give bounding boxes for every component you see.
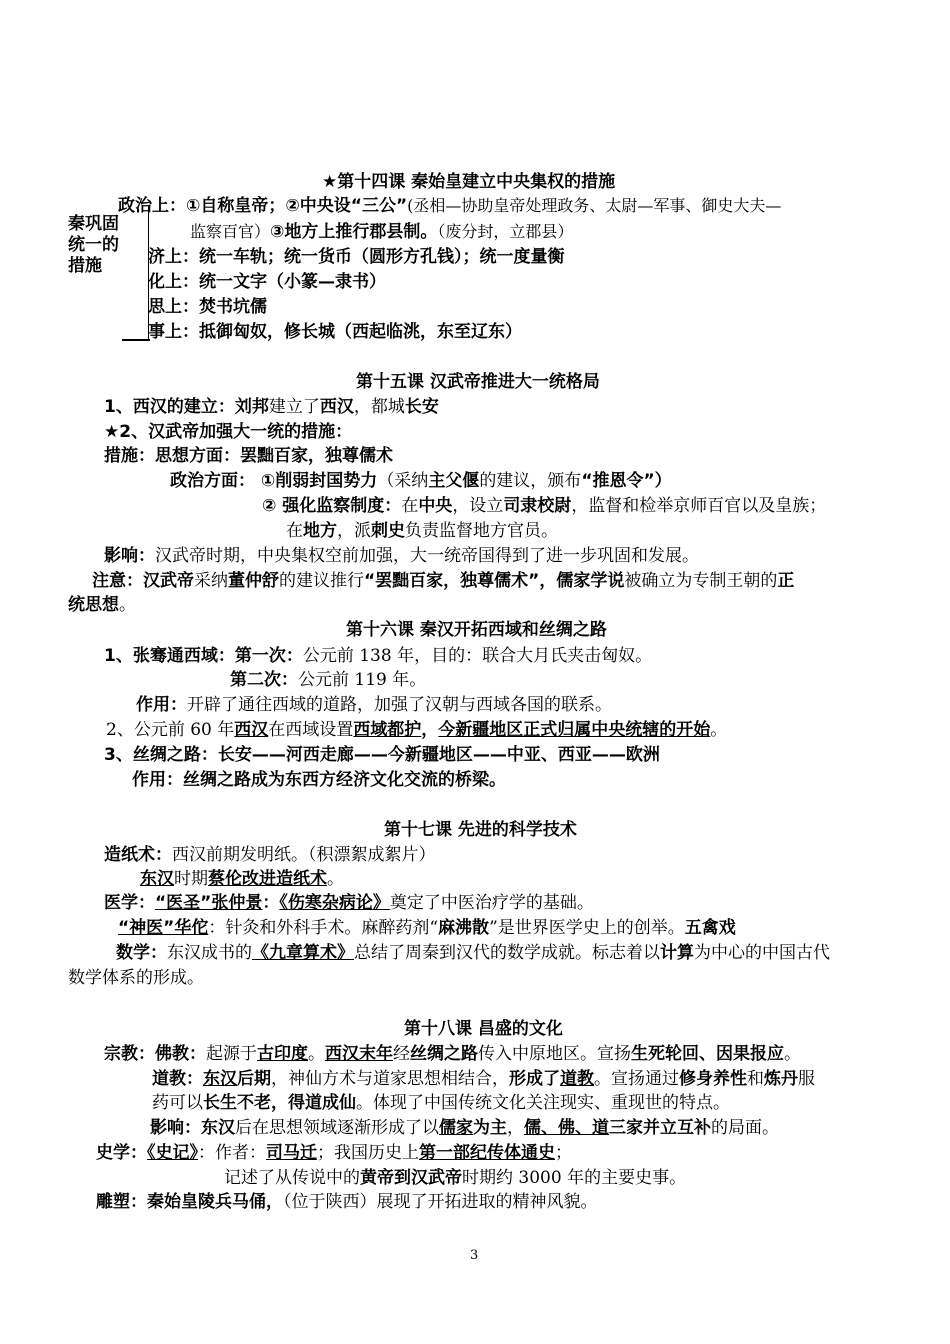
l15-4a: 政治方面： ①削弱封国势力 xyxy=(170,471,378,491)
l16-4g: 。 xyxy=(710,720,728,740)
l15-8g: 正 xyxy=(777,571,795,591)
l15-6a: 在 xyxy=(286,521,303,541)
l18-1j: 。 xyxy=(784,1044,801,1064)
lesson14-economy: 济上：统一车轨；统一货币（圆形方孔钱）；统一度量衡 xyxy=(148,247,565,267)
l15-4d: 的建议，颁布 xyxy=(479,471,582,491)
lesson16-line6: 作用：丝绸之路成为东西方经济文化交流的桥梁。 xyxy=(132,770,506,790)
l15-6b: 地方 xyxy=(303,521,337,541)
l17-5c: 《九章算术》 xyxy=(252,943,354,963)
l15-4b: （采纳 xyxy=(377,471,429,491)
lesson15-line4 xyxy=(170,469,672,493)
l15-5d: ，设立 xyxy=(452,496,504,516)
l18-2j: 炼丹 xyxy=(764,1069,798,1089)
l17-2d: 。 xyxy=(327,869,344,889)
l15-8c: 董仲舒 xyxy=(228,571,279,591)
l16-4c: 在西域设置 xyxy=(268,720,354,740)
l18-1b: 起源于 xyxy=(206,1044,257,1064)
l15-8d: 的建议推行 xyxy=(279,571,364,591)
bracket-tick xyxy=(122,339,150,341)
l18-5g: ； xyxy=(555,1143,572,1163)
l15-6d: 刺史 xyxy=(371,521,405,541)
l18-5e: ；我国历史上 xyxy=(317,1143,419,1163)
l18-2g: 。宣扬通过 xyxy=(594,1069,679,1089)
l18-2a: 道教： xyxy=(152,1069,203,1089)
l17-4e: 五禽戏 xyxy=(684,918,736,938)
l18-3b: 长生不老，得道成仙 xyxy=(203,1093,356,1113)
l18-2i: 和 xyxy=(747,1069,764,1089)
lesson14-side-label-3: 措施 xyxy=(68,256,102,276)
l17-3a: 医学： xyxy=(104,893,155,913)
l18-5d: 司马迁 xyxy=(266,1143,317,1163)
lesson15-line9 xyxy=(68,593,136,617)
l15-1e: ，都城 xyxy=(353,397,405,417)
lesson15-line2: ★2、汉武帝加强大一统的措施： xyxy=(104,422,353,442)
l18-6b: 黄帝到汉武帝 xyxy=(360,1168,462,1188)
l17-5f: 为中心的中国古代 xyxy=(694,943,830,963)
politics-line2b: ③地方上推行郡县制。 xyxy=(270,222,438,242)
lesson17-line5 xyxy=(116,941,830,965)
politics-label: 政治上： xyxy=(118,196,186,216)
lesson16-line5: 3、丝绸之路：长安——河西走廊——今新疆地区——中亚、西亚——欧洲 xyxy=(104,745,660,765)
lesson14-side-label-1: 秦巩固 xyxy=(68,214,119,234)
l17-5a: 数学： xyxy=(116,943,167,963)
l15-5b: 在 xyxy=(401,496,419,516)
lesson14-side-label-2: 统一的 xyxy=(68,235,119,255)
l18-2c: 后期 xyxy=(237,1069,271,1089)
l16-4e: ， xyxy=(421,720,439,740)
l17-3b: “医圣”张仲景 xyxy=(155,893,263,913)
lesson16-line1 xyxy=(104,644,652,668)
l15-7a: 影响： xyxy=(104,546,155,566)
lesson18-line3 xyxy=(152,1091,730,1115)
l17-5b: 东汉成书的 xyxy=(167,943,252,963)
l18-2d: ，神仙方术与道家思想相结合， xyxy=(271,1069,509,1089)
l18-3a: 药可以 xyxy=(152,1093,203,1113)
l15-1b: 刘邦 xyxy=(234,397,269,417)
l18-1a: 宗教：佛教： xyxy=(104,1044,206,1064)
lesson18-line5 xyxy=(96,1141,572,1165)
l18-7a: 雕塑：秦始皇陵兵马俑， xyxy=(96,1192,283,1212)
l18-4e: 为主 xyxy=(473,1118,507,1138)
page-number: 3 xyxy=(470,1248,479,1263)
lesson16-line2 xyxy=(230,668,426,692)
l18-4i: 并立互补 xyxy=(643,1118,711,1138)
l17-5d: 总结了周秦到汉代的数学成就。标志着以 xyxy=(354,943,660,963)
l17-2a: 东汉 xyxy=(140,869,174,889)
l18-4j: 的局面。 xyxy=(711,1118,779,1138)
lesson14-thought: 思上：焚书坑儒 xyxy=(148,297,267,317)
l18-5a: 史学： xyxy=(96,1143,147,1163)
l17-3e: 奠定了中医治疗学的基础。 xyxy=(389,893,594,913)
l16-4b: 西汉 xyxy=(234,720,269,740)
lesson17-line1 xyxy=(104,843,436,867)
l18-2k: 服 xyxy=(798,1069,815,1089)
lesson14-culture: 化上：统一文字（小篆—隶书） xyxy=(148,272,386,292)
lesson15-line8 xyxy=(92,569,794,593)
l15-5a: ② 强化监察制度： xyxy=(262,496,402,516)
l18-6a: 记述了从传说中的 xyxy=(224,1168,360,1188)
lesson18-line6 xyxy=(224,1166,686,1190)
lesson17-title: 第十七课 先进的科学技术 xyxy=(384,820,577,840)
lesson18-line7 xyxy=(96,1190,598,1214)
l16-1b: 公元前 138 年，目的：联合大月氏夹击匈奴。 xyxy=(302,646,653,666)
l17-4a: “神医”华佗 xyxy=(118,918,209,938)
l16-2a: 第二次： xyxy=(230,670,298,690)
lesson17-line3 xyxy=(104,891,594,915)
l18-1i: 生死轮回、因果报应 xyxy=(631,1044,784,1064)
lesson15-line3: 措施：思想方面：罢黜百家，独尊儒术 xyxy=(104,446,393,466)
lesson14-military: 事上：抵御匈奴，修长城（西起临洮，东至辽东） xyxy=(148,322,522,342)
politics-line2c: （废分封，立郡县） xyxy=(437,222,574,241)
l18-2f: 道教 xyxy=(560,1069,594,1089)
l17-1a: 造纸术： xyxy=(104,845,172,865)
l18-1h: 传入中原地区。宣扬 xyxy=(478,1044,631,1064)
l18-1f: 经 xyxy=(393,1044,410,1064)
l18-4g: 儒、佛、道 xyxy=(524,1118,609,1138)
l18-3c: 。体现了中国传统文化关注现实、重现世的特点。 xyxy=(356,1093,730,1113)
lesson14-title: ★第十四课 秦始皇建立中央集权的措施 xyxy=(322,172,616,192)
l15-5c: 中央 xyxy=(418,496,453,516)
lesson18-line1 xyxy=(104,1042,801,1066)
l16-4f: 今新疆地区正式归属中央统辖的开始 xyxy=(438,720,711,740)
l18-5f: 第一部纪传体通史 xyxy=(419,1143,555,1163)
l17-3c: ： xyxy=(262,893,280,913)
lesson16-line3 xyxy=(136,693,612,717)
l15-6c: ，派 xyxy=(337,521,371,541)
l15-8e: “罢黜百家，独尊儒术”，儒家学说 xyxy=(364,571,625,591)
politics-text1: ①自称皇帝；②中央设“三公” xyxy=(186,196,408,216)
lesson14-politics-line xyxy=(118,194,781,218)
l18-4b: 东汉 xyxy=(201,1118,235,1138)
l17-4d: ”是世界医学史上的创举。 xyxy=(489,918,685,938)
l18-1d: 。 xyxy=(308,1044,325,1064)
l16-4a: 2、公元前 60 年 xyxy=(106,720,235,740)
l17-2b: 时期 xyxy=(174,869,208,889)
l17-4c: 麻沸散 xyxy=(438,918,490,938)
l18-4c: 后在思想领域逐渐形成了以 xyxy=(235,1118,439,1138)
l18-2b: 东汉 xyxy=(203,1069,237,1089)
l15-9b: 。 xyxy=(119,595,136,615)
l16-2b: 公元前 119 年。 xyxy=(298,670,427,690)
politics-text2: (丞相—协助皇帝处理政务、太尉—军事、御史大夫— xyxy=(407,196,782,215)
l18-7b: （位于陕西）展现了开拓进取的精神风貌。 xyxy=(283,1192,598,1212)
l17-1b: 西汉前期发明纸。（积漂絮成絮片） xyxy=(172,845,436,865)
l18-4d: 儒家 xyxy=(439,1118,473,1138)
l16-3a: 作用： xyxy=(136,695,187,715)
l18-1c: 古印度 xyxy=(257,1044,308,1064)
l15-8f: 被确立为专制王朝的 xyxy=(624,571,778,591)
l15-9: 统思想 xyxy=(68,595,119,615)
l17-4b: ：针灸和外科手术。麻醉药剂“ xyxy=(208,918,439,938)
lesson18-line2 xyxy=(152,1067,815,1091)
l18-5c: ：作者： xyxy=(198,1143,266,1163)
lesson15-title: 第十五课 汉武帝推进大一统格局 xyxy=(356,372,600,392)
l18-4f: ， xyxy=(507,1118,524,1138)
l15-8a: 注意：汉武帝 xyxy=(92,571,194,591)
l15-5f: ，监督和检举京师百官以及皇族； xyxy=(571,496,827,516)
l16-4d: 西域都护 xyxy=(353,720,422,740)
l15-6e: 负责监督地方官员。 xyxy=(405,521,558,541)
l15-1d: 西汉 xyxy=(319,397,354,417)
l15-7b: 汉武帝时期，中央集权空前加强，大一统帝国得到了进一步巩固和发展。 xyxy=(155,546,699,566)
lesson17-line2 xyxy=(140,867,344,891)
l18-6c: 时期约 3000 年的主要史事。 xyxy=(462,1168,687,1188)
lesson17-line6: 数学体系的形成。 xyxy=(68,968,204,988)
l16-3b: 开辟了通往西域的道路，加强了汉朝与西域各国的联系。 xyxy=(187,695,612,715)
lesson15-line5 xyxy=(262,494,826,518)
l15-1c: 建立了 xyxy=(268,397,320,417)
lesson15-line6 xyxy=(286,519,558,543)
l18-5b: 《史记》 xyxy=(147,1143,198,1163)
l16-1a: 1、张骞通西域：第一次： xyxy=(104,646,303,666)
l18-4a: 影响： xyxy=(150,1118,201,1138)
l15-5e: 司隶校尉 xyxy=(503,496,572,516)
l18-1g: 丝绸之路 xyxy=(410,1044,478,1064)
lesson15-line7 xyxy=(104,544,699,568)
l15-4c: 主父偃 xyxy=(428,471,480,491)
lesson18-title: 第十八课 昌盛的文化 xyxy=(404,1019,563,1039)
l15-8b: 采纳 xyxy=(194,571,228,591)
politics-line2a: 监察百官） xyxy=(190,222,271,241)
l18-1e: 西汉末年 xyxy=(325,1044,393,1064)
lesson14-politics-line2 xyxy=(190,220,573,244)
lesson16-line4 xyxy=(106,718,727,742)
l15-1a: 1、西汉的建立： xyxy=(104,397,235,417)
lesson17-line4 xyxy=(118,916,736,940)
lesson18-line4 xyxy=(150,1116,779,1140)
l18-2e: 形成了 xyxy=(509,1069,560,1089)
l18-2h: 修身养性 xyxy=(679,1069,747,1089)
l17-2c: 蔡伦改进造纸术 xyxy=(208,869,327,889)
l17-3d: 《伤寒杂病论》 xyxy=(279,893,390,913)
l18-4h: 三家 xyxy=(609,1118,643,1138)
l15-1f: 长安 xyxy=(404,397,439,417)
lesson15-line1 xyxy=(104,395,439,419)
lesson16-title: 第十六课 秦汉开拓西域和丝绸之路 xyxy=(346,620,607,640)
l15-4e: “推恩令”） xyxy=(581,471,672,491)
l17-5e: 计算 xyxy=(660,943,694,963)
